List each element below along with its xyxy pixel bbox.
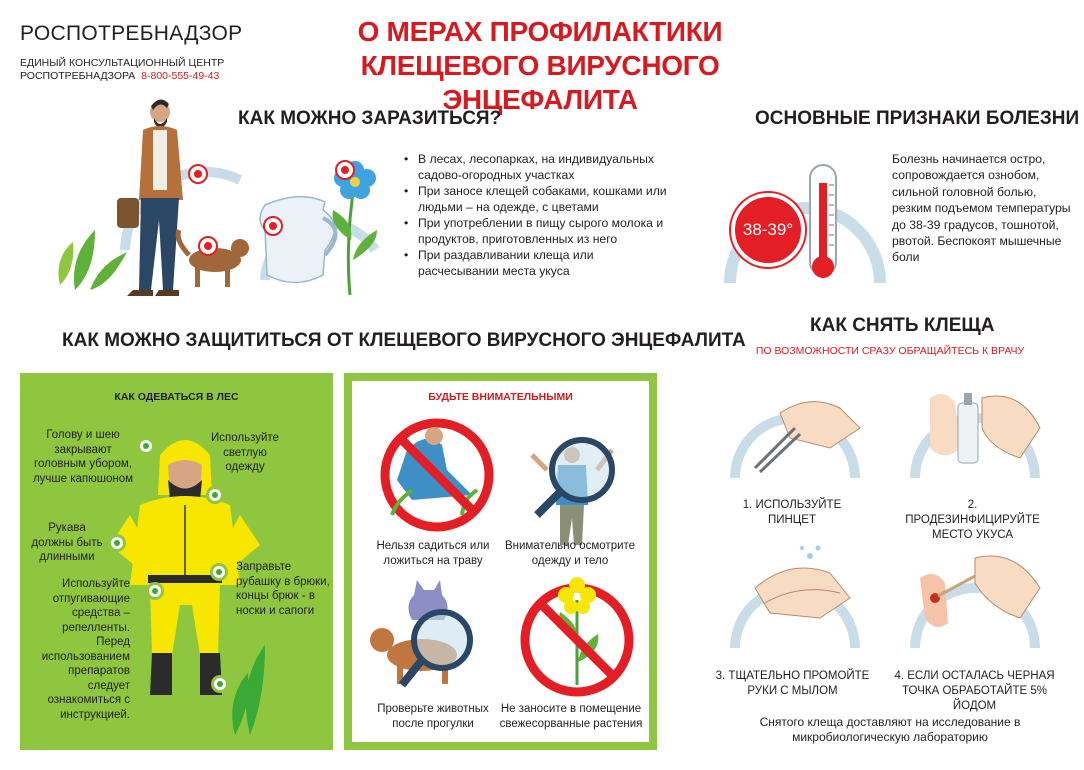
infection-list [402,151,672,279]
tick-risk-marker [335,160,355,180]
dress-tip-repellent: Используйте отпугивающие средства – репелленты. Перед использованием препаратов следует ознакомиться с инструкцией. [41,578,130,721]
dress-tip-sleeves: Рукава должны быть длинными [31,522,103,563]
temperature-badge [731,193,805,267]
removal-footer-note: Снятого клеща доставляют на исследование в микробиологическую лабораторию [759,715,1021,744]
tick-risk-marker [188,164,208,184]
marker-dot [210,563,228,581]
no-fresh-plants-icon [525,577,629,692]
symptoms-description: Болезнь начинается остро, сопровождается ознобом, сильной головной болью, резким подъемом температуры до 38-39 градусов, тошнотой, рвотой. Беспокоят мышечные боли [892,152,1071,265]
marker-dot [146,582,164,600]
tick-removal-heading: КАК СНЯТЬ КЛЕЩА [810,315,995,336]
tweezers-hand-icon [755,402,860,472]
careful-tip-pets: Проверьте животных после прогулки [377,703,489,730]
careful-tip-inspect: Внимательно осмотрите одежду и тело [504,540,636,567]
marker-dot [206,486,224,504]
marker-dot [137,437,155,455]
org-logo-text: РОСПОТРЕБНАДЗОР [20,22,243,45]
consult-center-org: РОСПОТРЕБНАДЗОРА [20,70,136,82]
list-item: • При раздавливании клеща или расчесывании места укуса [402,247,672,279]
careful-tip-no-sitting: Нельзя садиться или ложиться на траву [376,540,490,567]
list-item: • При заносе клещей собаками, кошками или людьми – на одежде, с цветами [402,183,672,215]
wash-hands-icon [755,546,850,619]
consult-center-info [20,57,224,83]
page-title-line1: О МЕРАХ ПРОФИЛАКТИКИ [357,16,723,47]
milk-jug-icon [260,197,336,283]
removal-step-2: 2. ПРОДЕЗИНФИЦИРУЙТЕ МЕСТО УКУСА [905,499,1040,541]
symptoms-heading: ОСНОВНЫЕ ПРИЗНАКИ БОЛЕЗНИ [755,108,1080,129]
careful-tip-plants: Не заносите в помещение свежесорванные растения [499,703,643,730]
careful-panel-title: БУДЬТЕ ВНИМАТЕЛЬНЫМИ [428,391,573,403]
walking-man-icon [117,99,183,296]
removal-step-4: 4. ЕСЛИ ОСТАЛАСЬ ЧЕРНАЯ ТОЧКА ОБРАБОТАЙТЕ 5% ЙОДОМ [894,670,1055,712]
protection-heading: КАК МОЖНО ЗАЩИТИТЬСЯ ОТ КЛЕЩЕВОГО ВИРУСНОГО ЭНЦЕФАЛИТА [62,330,746,351]
infection-illustration [55,90,385,305]
tick-risk-marker [198,236,218,256]
dress-tip-light-clothes: Используйте светлую одежду [211,432,279,473]
no-sitting-on-grass-icon [385,423,489,527]
check-pets-icon [370,580,470,685]
tick-risk-marker [263,216,283,236]
hotline-phone[interactable]: 8-800-555-49-43 [141,70,220,82]
dress-panel-title: КАК ОДЕВАТЬСЯ В ЛЕС [114,391,239,403]
infection-heading: КАК МОЖНО ЗАРАЗИТЬСЯ? [238,108,502,129]
consult-center-line1: ЕДИНЫЙ КОНСУЛЬТАЦИОННЫЙ ЦЕНТР [20,57,225,69]
inspect-clothes-icon [532,440,612,545]
thermometer-icon [810,165,836,278]
marker-dot [108,534,126,552]
marker-dot [211,675,229,693]
list-item: • В лесах, лесопарках, на индивидуальных садово-огородных участках [402,151,672,183]
consult-center-line2 [20,70,224,83]
tick-removal-subheading: ПО ВОЗМОЖНОСТИ СРАЗУ ОБРАЩАЙТЕСЬ К ВРАЧУ [755,345,1025,357]
disinfect-spray-icon [930,393,1040,463]
list-item: • При употреблении в пищу сырого молока и продуктов, приготовленных из него [402,215,672,247]
dress-tip-tuck-in: Заправьте рубашку в брюки, концы брюк - в носки и сапоги [236,561,330,617]
temperature-value: 38-39° [742,220,794,239]
page-title-line2: КЛЕЩЕВОГО ВИРУСНОГО ЭНЦЕФАЛИТА [360,50,720,115]
dress-tip-head: Голову и шею закрывают головным убором, лучше капюшоном [32,429,134,485]
grass-icon [232,645,265,735]
removal-step-1: 1. ИСПОЛЬЗУЙТЕ ПИНЦЕТ [742,499,842,526]
removal-step-3: 3. ТЩАТЕЛЬНО ПРОМОЙТЕ РУКИ С МЫЛОМ [715,670,870,697]
